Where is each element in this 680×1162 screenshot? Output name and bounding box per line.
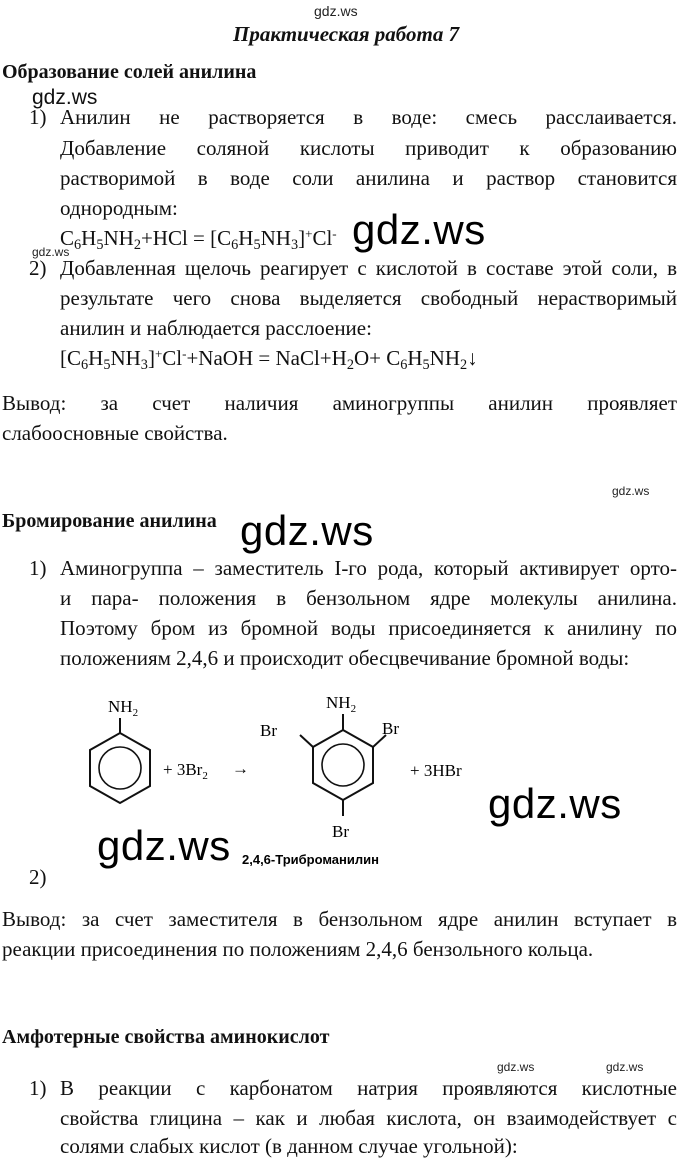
list-number: 1) [29,556,47,580]
paragraph-line: результате чего снова выделяется свободный нерастворимый [60,286,677,310]
page-title: Практическая работа 7 [233,22,460,46]
watermark-small: gdz.ws [314,3,358,19]
conclusion-line: Вывод: за счет заместителя в бензольном ядре анилин вступает в [2,907,677,931]
watermark-medium: gdz.ws [32,86,98,109]
watermark-large: gdz.ws [240,507,374,554]
list-number: 2) [29,256,47,280]
product-br-label: Br [260,721,277,740]
product-br-label: Br [332,822,349,841]
aniline-nh2-label: $NH_2$ [108,697,139,719]
list-number: 1) [29,1076,47,1100]
paragraph-line: однородным: [60,196,178,220]
watermark-small: gdz.ws [32,245,70,259]
reaction-arrow: → [232,759,249,778]
section-heading-amino-acids: Амфотерные свойства аминокислот [2,1026,330,1048]
paragraph-line: Добавление соляной кислоты приводит к образованию [60,136,677,160]
watermark-large: gdz.ws [488,780,622,827]
product-name: 2,4,6-Триброманилин [242,852,379,867]
paragraph-line: положениям 2,4,6 и происходит обесцвечивание бромной воды: [60,646,630,670]
watermark-large: gdz.ws [352,206,486,253]
product-hbr: + 3HBr [410,761,462,780]
list-number: 2) [29,865,47,889]
paragraph-line: Анилин не растворяется в воде: смесь расслаивается. [60,105,677,129]
paragraph-line: солями слабых кислот (в данном случае угольной): [60,1134,518,1158]
paragraph-line: растворимой в воде соли анилина и раствор становится [60,166,677,190]
product-br-label: Br [382,719,399,738]
conclusion-line: Вывод: за счет наличия аминогруппы анилин проявляет [2,391,677,415]
paragraph-line: и пара- положения в бензольном ядре молекулы анилина. [60,586,677,610]
reagent-br2: + $3Br_2$ [163,760,208,782]
paragraph-line: анилин и наблюдается расслоение: [60,316,372,340]
watermark-small: gdz.ws [606,1060,644,1074]
paragraph-line: Добавленная щелочь реагирует с кислотой в составе этой соли, в [60,256,677,280]
section-heading-bromination: Бромирование анилина [2,510,217,532]
equation-hcl: $C_6H_5NH_2+HCl = [C_6H_5NH_3]^+Cl^-$ [60,225,337,253]
paragraph-line: Поэтому бром из бромной воды присоединяется к анилину по [60,616,677,640]
aniline-ring [90,718,150,803]
watermark-large: gdz.ws [97,822,231,869]
conclusion-line: реакции присоединения по положениям 2,4,6 бензольного кольца. [2,937,594,961]
watermark-small: gdz.ws [497,1060,535,1074]
paragraph-line: свойства глицина – как и любая кислота, он взаимодействует с [60,1106,677,1130]
list-number: 1) [29,105,47,129]
paragraph-line: Аминогруппа – заместитель I-го рода, который активирует орто- [60,556,677,580]
watermark-small: gdz.ws [612,484,650,498]
section-heading-salts: Образование солей анилина [2,61,257,83]
paragraph-line: В реакции с карбонатом натрия проявляются кислотные [60,1076,677,1100]
conclusion-line: слабоосновные свойства. [2,421,228,445]
equation-naoh: $[C_6H_5NH_3]^+Cl^-+NaOH$ = $NaCl+H_2O+$ $C_6H_5NH_2↓$ [60,345,478,373]
tribromoaniline-ring [300,714,386,816]
product-nh2-label: $NH_2$ [326,693,357,715]
